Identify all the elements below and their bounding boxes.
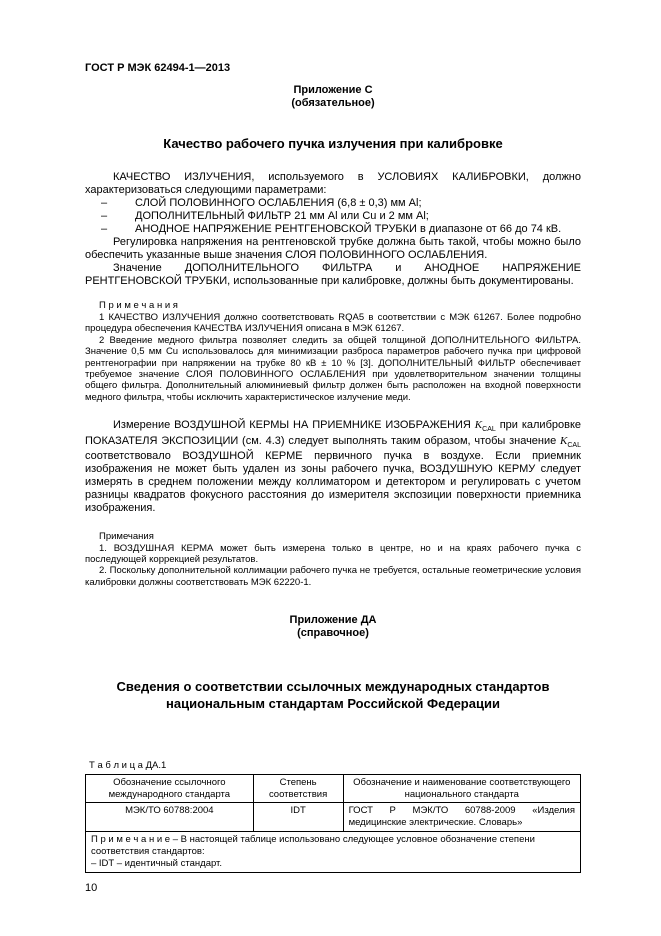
annex-c-heading: Качество рабочего пучка излучения при калибровке xyxy=(163,136,503,152)
kerma-text-1: Измерение ВОЗДУШНОЙ КЕРМЫ НА ПРИЕМНИКЕ ИЗОБРАЖЕНИЯ xyxy=(113,419,475,432)
table-header-degree: Степень соответствия xyxy=(253,775,343,803)
table-row xyxy=(86,803,581,832)
note-1: 1 КАЧЕСТВО ИЗЛУЧЕНИЯ должно соответствовать RQA5 в соответствии с МЭК 61267. Более подробно процедура обеспечения КАЧЕСТВА ИЗЛУЧЕНИЯ описана в МЭК 61267. xyxy=(85,311,581,335)
list-dash: – xyxy=(101,210,108,223)
requirement-item xyxy=(85,210,581,223)
annex-c-type: (обязательное) xyxy=(291,97,375,110)
list-dash: – xyxy=(101,223,108,236)
correspondence-table xyxy=(85,774,581,872)
table-header-national-standard: Обозначение и наименование соответствующего национального стандарта xyxy=(343,775,580,803)
annex-da-heading xyxy=(85,679,581,713)
note2-2: 2. Поскольку дополнительной коллимации рабочего пучка не требуется, остальные геометрические условия калибровки должны соответствовать МЭК 62220-1. xyxy=(85,565,581,588)
cell-degree: IDT xyxy=(253,803,343,832)
annex-da-heading-line1: Сведения о соответствии ссылочных международных стандартов xyxy=(116,678,550,694)
list-item-text: СЛОЙ ПОЛОВИННОГО ОСЛАБЛЕНИЯ (6,8 ± 0,3) мм Al; xyxy=(135,197,422,210)
annex-c-label: Приложение С xyxy=(293,84,373,96)
annex-da-type: (справочное) xyxy=(297,627,369,640)
kerma-text-3: соответствовало ВОЗДУШНОЙ КЕРМЕ первичного пучка в воздухе. Если приемник изображения не может быть удален из зоны рабочего пучка, ВОЗДУШНУЮ КЕРМУ следует измерять в среднем положении между коллиматором и детектором и регулировать с учетом разницы квадратов фокусного расстояния до измерителя экспозиции поверхности приемника изображения. xyxy=(85,449,581,514)
regulation-paragraph: Регулировка напряжения на рентгеновской трубке должна быть такой, чтобы можно было обеспечить указанные выше значения СЛОЯ ПОЛОВИННОГО ОСЛАБЛЕНИЯ. xyxy=(85,236,581,262)
annex-da-heading-line2: национальным стандартам Российской Федерации xyxy=(166,695,500,711)
intro-paragraph: КАЧЕСТВО ИЗЛУЧЕНИЯ, используемого в УСЛОВИЯХ КАЛИБРОВКИ, должно характеризоваться следующими параметрами: xyxy=(85,171,581,197)
table-note-line2: – IDT – идентичный стандарт. xyxy=(91,857,222,869)
cell-reference-standard: МЭК/ТО 60788:2004 xyxy=(86,803,254,832)
notes2-label: Примечания xyxy=(99,530,154,542)
annex-da-label: Приложение ДА xyxy=(289,614,377,627)
k-cal-symbol: K xyxy=(474,419,483,432)
notes-label: П р и м е ч а н и я xyxy=(99,300,178,312)
list-dash: – xyxy=(101,197,108,210)
table-note-row xyxy=(86,831,581,872)
table-header-reference-standard: Обозначение ссылочного международного стандарта xyxy=(86,775,254,803)
list-item-text: АНОДНОЕ НАПРЯЖЕНИЕ РЕНТГЕНОВСКОЙ ТРУБКИ в диапазоне от 66 до 74 кВ. xyxy=(135,223,562,236)
document-header: ГОСТ Р МЭК 62494-1—2013 xyxy=(85,62,231,74)
cell-national-standard: ГОСТ Р МЭК/ТО 60788-2009 «Изделия медицинские электрические. Словарь» xyxy=(343,803,580,832)
k-cal-subscript: CAL xyxy=(482,426,496,434)
list-item-text: ДОПОЛНИТЕЛЬНЫЙ ФИЛЬТР 21 мм Al или Cu и 2 мм Al; xyxy=(135,210,429,223)
table-note-line1: П р и м е ч а н и е – В настоящей таблице использовано следующее условное обозначение степени соответствия стандартов: xyxy=(91,833,535,857)
note-2: 2 Введение медного фильтра позволяет следить за общей толщиной ДОПОЛНИТЕЛЬНОГО ФИЛЬТРА. Значение 0,5 мм Cu использовалось для минимизации разброса параметров рабочего пучка при цифровой рентгенографии при напряжении на трубке 80 кВ ± 10 % [3]. ДОПОЛНИТЕЛЬНЫЙ ФИЛЬТР обеспечивает требуемое значение СЛОЯ ПОЛОВИННОГО ОСЛАБЛЕНИЯ при удовлетворительном значении толщины общего фильтра. Дополнительный алюминиевый фильтр должен быть расположен на входной поверхности медного фильтра, чтобы исключить характеристическое излучение меди. xyxy=(85,334,581,403)
documentation-paragraph: Значение ДОПОЛНИТЕЛЬНОГО ФИЛЬТРА и АНОДНОЕ НАПРЯЖЕНИЕ РЕНТГЕНОВСКОЙ ТРУБКИ, использованные при калибровке, должны быть документированы. xyxy=(85,262,581,288)
k-cal-symbol: K xyxy=(560,434,568,447)
page-number: 10 xyxy=(85,882,98,894)
k-cal-subscript: CAL xyxy=(567,441,581,449)
note2-1: 1. ВОЗДУШНАЯ КЕРМА может быть измерена только в центре, но и на краях рабочего пучка с последующей коррекцией результатов. xyxy=(85,542,581,566)
requirement-item xyxy=(85,223,581,236)
table-header-row xyxy=(86,775,581,803)
table-note-cell xyxy=(86,831,581,872)
requirement-item xyxy=(85,197,581,210)
table-label: Т а б л и ц а ДА.1 xyxy=(89,760,167,772)
kerma-paragraph xyxy=(85,419,581,515)
kerma-text-2: при калибровке ПОКАЗАТЕЛЯ ЭКСПОЗИЦИИ (см. 4.3) следует выполнять таким образом, чтобы значение xyxy=(85,419,582,447)
